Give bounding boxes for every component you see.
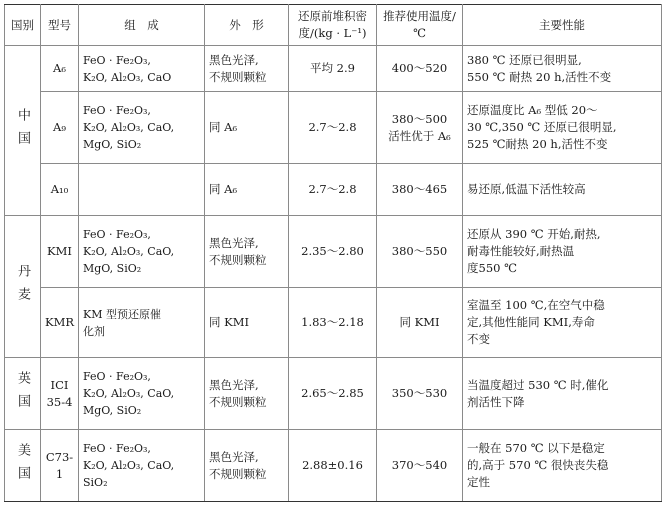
density-cell: 2.7～2.8 (289, 164, 377, 216)
model-cell: A₉ (41, 92, 79, 164)
model-cell: KMR (41, 288, 79, 358)
temp-cell: 380～550 (377, 216, 463, 288)
country-china: 中国 (5, 46, 41, 216)
performance-cell: 当温度超过 530 ℃ 时,催化 剂活性下降 (463, 358, 662, 430)
density-cell: 2.88±0.16 (289, 430, 377, 502)
header-model: 型号 (41, 5, 79, 46)
shape-cell: 同 KMI (205, 288, 289, 358)
table-row (5, 216, 662, 288)
model-cell: ICI 35-4 (41, 358, 79, 430)
density-cell: 2.35～2.80 (289, 216, 377, 288)
header-row (5, 5, 662, 46)
header-composition: 组 成 (79, 5, 205, 46)
header-performance: 主要性能 (463, 5, 662, 46)
table-row (5, 358, 662, 430)
table-row (5, 92, 662, 164)
header-country: 国别 (5, 5, 41, 46)
header-temp: 推荐使用温度/℃ (377, 5, 463, 46)
performance-cell: 室温至 100 ℃,在空气中稳 定,其他性能同 KMI,寿命 不变 (463, 288, 662, 358)
shape-cell: 黑色光泽, 不规则颗粒 (205, 358, 289, 430)
temp-cell: 380～465 (377, 164, 463, 216)
country-us: 美国 (5, 430, 41, 502)
temp-cell: 400～520 (377, 46, 463, 92)
composition-cell: FeO · Fe₂O₃, K₂O, Al₂O₃, CaO, MgO, SiO₂ (79, 92, 205, 164)
model-cell: A₆ (41, 46, 79, 92)
composition-cell: FeO · Fe₂O₃, K₂O, Al₂O₃, CaO, MgO, SiO₂ (79, 216, 205, 288)
table-row (5, 46, 662, 92)
shape-cell: 黑色光泽, 不规则颗粒 (205, 430, 289, 502)
model-cell: C73-1 (41, 430, 79, 502)
composition-cell (79, 164, 205, 216)
performance-cell: 380 ℃ 还原已很明显, 550 ℃ 耐热 20 h,活性不变 (463, 46, 662, 92)
table-row (5, 430, 662, 502)
performance-cell: 还原从 390 ℃ 开始,耐热, 耐毒性能较好,耐热温 度550 ℃ (463, 216, 662, 288)
performance-cell: 还原温度比 A₆ 型低 20～ 30 ℃,350 ℃ 还原已很明显, 525 ℃耐热 20 h,活性不变 (463, 92, 662, 164)
country-denmark: 丹麦 (5, 216, 41, 358)
composition-cell: KM 型预还原催 化剂 (79, 288, 205, 358)
shape-cell: 同 A₆ (205, 164, 289, 216)
performance-cell: 易还原,低温下活性较高 (463, 164, 662, 216)
temp-cell: 370～540 (377, 430, 463, 502)
catalyst-table (4, 4, 662, 502)
temp-cell: 380～500 活性优于 A₆ (377, 92, 463, 164)
model-cell: A₁₀ (41, 164, 79, 216)
shape-cell: 黑色光泽, 不规则颗粒 (205, 46, 289, 92)
table-row (5, 164, 662, 216)
temp-cell: 同 KMI (377, 288, 463, 358)
composition-cell: FeO · Fe₂O₃, K₂O, Al₂O₃, CaO, MgO, SiO₂ (79, 358, 205, 430)
header-shape: 外 形 (205, 5, 289, 46)
density-cell: 2.7～2.8 (289, 92, 377, 164)
composition-cell: FeO · Fe₂O₃, K₂O, Al₂O₃, CaO, SiO₂ (79, 430, 205, 502)
performance-cell: 一般在 570 ℃ 以下是稳定 的,高于 570 ℃ 很快丧失稳 定性 (463, 430, 662, 502)
country-uk: 英国 (5, 358, 41, 430)
shape-cell: 黑色光泽, 不规则颗粒 (205, 216, 289, 288)
density-cell: 1.83～2.18 (289, 288, 377, 358)
density-cell: 2.65～2.85 (289, 358, 377, 430)
composition-cell: FeO · Fe₂O₃, K₂O, Al₂O₃, CaO (79, 46, 205, 92)
density-cell: 平均 2.9 (289, 46, 377, 92)
shape-cell: 同 A₆ (205, 92, 289, 164)
model-cell: KMI (41, 216, 79, 288)
table-row (5, 288, 662, 358)
temp-cell: 350～530 (377, 358, 463, 430)
header-density: 还原前堆积密度/(kg · L⁻¹) (289, 5, 377, 46)
